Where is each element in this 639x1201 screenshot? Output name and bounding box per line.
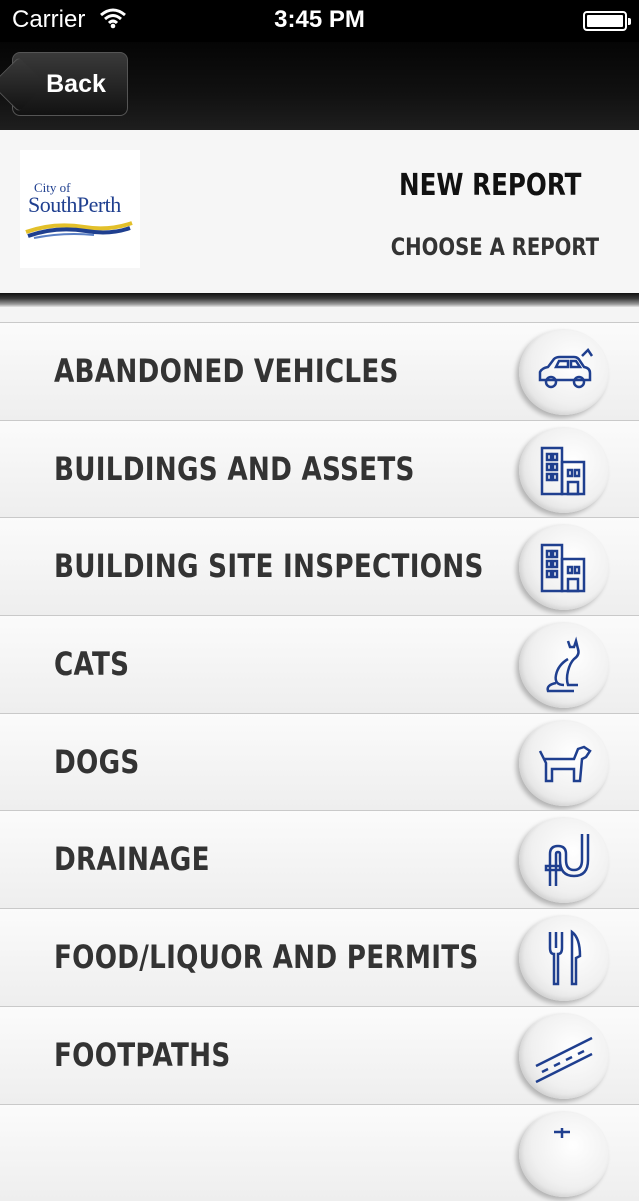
- page-title: NEW REPORT: [399, 168, 581, 203]
- report-type-list: [0, 322, 639, 1201]
- status-bar: [0, 0, 639, 42]
- page-subtitle: CHOOSE A REPORT: [391, 233, 599, 261]
- status-time: 3:45 PM: [0, 6, 639, 34]
- back-button-label: Back: [46, 70, 106, 99]
- list-item-label: FOOTPATHS: [54, 1036, 231, 1074]
- cat-icon: [519, 622, 609, 708]
- header-divider: [0, 293, 639, 307]
- list-item-label: DRAINAGE: [54, 840, 210, 878]
- car-icon: [519, 329, 609, 415]
- logo-name-text: SouthPerth: [28, 192, 121, 218]
- footpath-icon: [519, 1013, 609, 1099]
- carrier-label: Carrier: [12, 6, 85, 34]
- partial-icon: [519, 1111, 609, 1197]
- battery-icon: [583, 11, 627, 31]
- list-item-label: BUILDING SITE INSPECTIONS: [54, 547, 484, 585]
- dog-icon: [519, 720, 609, 806]
- navigation-bar: [0, 42, 639, 130]
- list-item-building-site-inspections[interactable]: [0, 517, 639, 615]
- back-button[interactable]: [12, 52, 128, 116]
- list-item-label: BUILDINGS AND ASSETS: [54, 450, 415, 488]
- list-item-footpaths[interactable]: [0, 1006, 639, 1104]
- list-item-dogs[interactable]: [0, 713, 639, 811]
- building-icon: [519, 524, 609, 610]
- list-item-abandoned-vehicles[interactable]: [0, 322, 639, 420]
- pipe-icon: [519, 817, 609, 903]
- logo-wave-icon: [24, 218, 136, 240]
- list-item-label: CATS: [54, 645, 129, 683]
- list-item-label: DOGS: [54, 743, 140, 781]
- cutlery-icon: [519, 915, 609, 1001]
- list-item-label: ABANDONED VEHICLES: [54, 352, 399, 390]
- building-icon: [519, 427, 609, 513]
- list-item-drainage[interactable]: [0, 810, 639, 908]
- list-item-label: FOOD/LIQUOR AND PERMITS: [54, 938, 479, 976]
- list-item-cats[interactable]: [0, 615, 639, 713]
- list-item-buildings-and-assets[interactable]: [0, 420, 639, 518]
- city-logo: [20, 150, 140, 268]
- list-item-partial[interactable]: [0, 1104, 639, 1201]
- list-item-food-liquor-and-permits[interactable]: [0, 908, 639, 1006]
- report-header: [0, 130, 639, 293]
- logo-small-text: City of: [34, 180, 70, 196]
